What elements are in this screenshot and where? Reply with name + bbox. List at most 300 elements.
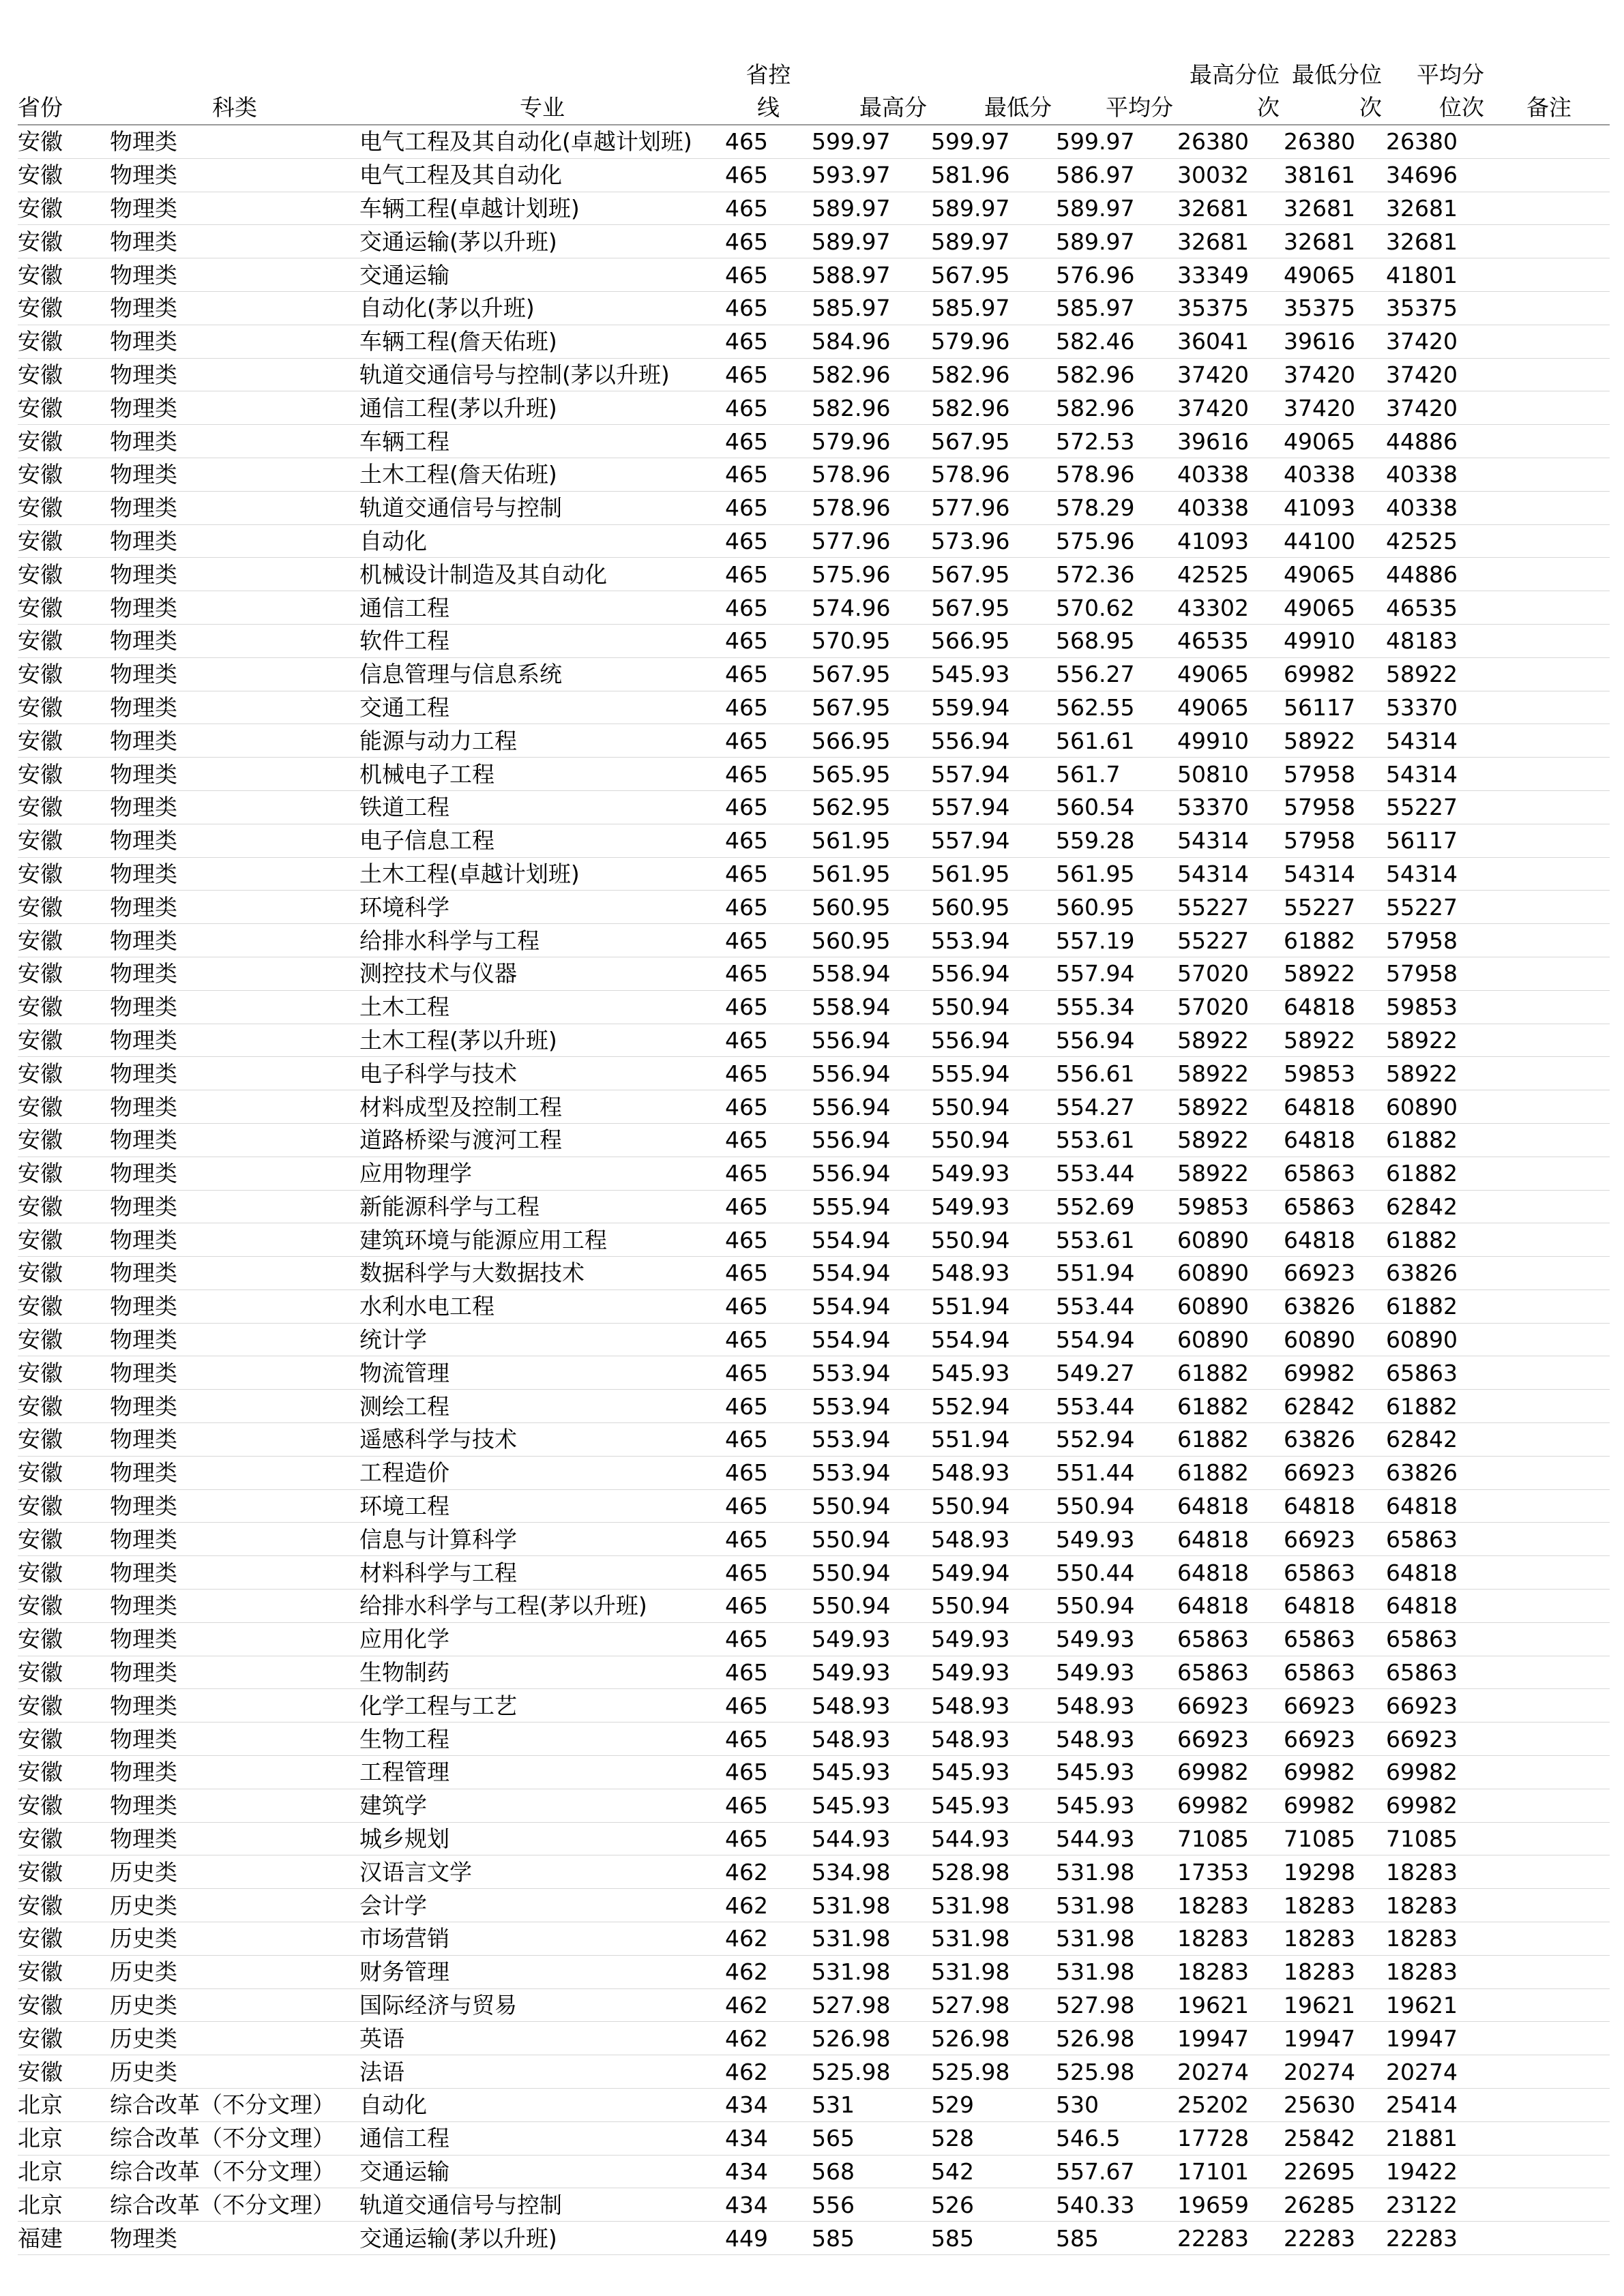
cell-min-rank: 64818 [1284,990,1386,1024]
table-row [18,558,1610,591]
cell-max-rank: 17101 [1177,2155,1284,2188]
table-row [18,1289,1610,1323]
table-row [18,1489,1610,1523]
cell-remark [1488,225,1610,258]
cell-control-line: 465 [725,358,812,391]
table-row [18,924,1610,957]
cell-min-score: 554.94 [931,1323,1056,1356]
cell-avg-score: 556.27 [1056,657,1177,691]
cell-avg-score: 557.67 [1056,2155,1177,2188]
table-row [18,1723,1610,1756]
cell-remark [1488,1723,1610,1756]
cell-avg-score: 531.98 [1056,1855,1177,1889]
cell-category: 物理类 [110,724,359,758]
table-row [18,1789,1610,1822]
cell-max-score: 578.96 [812,458,931,491]
cell-control-line: 465 [725,291,812,325]
cell-major: 土木工程(詹天佑班) [359,458,725,491]
cell-remark [1488,1223,1610,1257]
cell-control-line: 462 [725,2022,812,2055]
cell-category: 物理类 [110,1590,359,1623]
cell-avg-rank: 48183 [1386,624,1488,657]
header-avg-score: 平均分 [1056,57,1177,125]
cell-remark [1488,891,1610,924]
cell-category: 物理类 [110,591,359,625]
cell-avg-score: 562.55 [1056,691,1177,724]
cell-max-rank: 65863 [1177,1622,1284,1656]
cell-province: 安徽 [18,891,110,924]
cell-province: 安徽 [18,2022,110,2055]
cell-min-score: 525.98 [931,2055,1056,2089]
cell-min-rank: 39616 [1284,325,1386,358]
cell-remark [1488,1090,1610,1124]
cell-control-line: 465 [725,591,812,625]
cell-min-rank: 60890 [1284,1323,1386,1356]
cell-min-score: 548.93 [931,1523,1056,1556]
cell-min-rank: 58922 [1284,957,1386,990]
cell-avg-rank: 44886 [1386,558,1488,591]
table-row [18,1822,1610,1855]
cell-province: 安徽 [18,724,110,758]
cell-province: 安徽 [18,291,110,325]
cell-control-line: 465 [725,957,812,990]
cell-min-rank: 59853 [1284,1057,1386,1090]
cell-min-rank: 25630 [1284,2089,1386,2122]
cell-min-rank: 18283 [1284,1955,1386,1988]
cell-max-rank: 55227 [1177,891,1284,924]
table-row [18,1323,1610,1356]
cell-avg-rank: 32681 [1386,225,1488,258]
cell-min-rank: 64818 [1284,1123,1386,1157]
table-row [18,2089,1610,2122]
table-row [18,657,1610,691]
cell-avg-score: 526.98 [1056,2022,1177,2055]
cell-major: 建筑学 [359,1789,725,1822]
cell-category: 物理类 [110,1323,359,1356]
cell-province: 安徽 [18,1855,110,1889]
cell-max-score: 553.94 [812,1423,931,1457]
cell-control-line: 465 [725,1523,812,1556]
cell-avg-rank: 61882 [1386,1123,1488,1157]
cell-max-rank: 65863 [1177,1656,1284,1689]
table-row [18,1988,1610,2022]
cell-min-rank: 65863 [1284,1157,1386,1190]
cell-control-line: 465 [725,990,812,1024]
cell-max-score: 531.98 [812,1889,931,1922]
cell-max-score: 544.93 [812,1822,931,1855]
cell-avg-score: 552.69 [1056,1190,1177,1223]
cell-remark [1488,158,1610,192]
cell-control-line: 465 [725,1190,812,1223]
cell-province: 安徽 [18,258,110,292]
cell-avg-score: 586.97 [1056,158,1177,192]
cell-avg-score: 546.5 [1056,2121,1177,2155]
cell-avg-rank: 64818 [1386,1590,1488,1623]
cell-min-rank: 22283 [1284,2222,1386,2255]
cell-avg-rank: 19947 [1386,2022,1488,2055]
table-row [18,1090,1610,1124]
cell-control-line: 465 [725,1157,812,1190]
cell-province: 安徽 [18,192,110,225]
cell-max-score: 558.94 [812,957,931,990]
cell-max-rank: 37420 [1177,391,1284,425]
cell-min-rank: 57958 [1284,824,1386,857]
cell-category: 物理类 [110,258,359,292]
cell-max-score: 545.93 [812,1789,931,1822]
cell-avg-score: 545.93 [1056,1789,1177,1822]
cell-province: 安徽 [18,1057,110,1090]
cell-min-score: 551.94 [931,1289,1056,1323]
header-avg-rank-text: 平均分 位次 [1417,61,1484,121]
cell-min-score: 526.98 [931,2022,1056,2055]
cell-max-score: 556.94 [812,1157,931,1190]
cell-remark [1488,1889,1610,1922]
cell-remark [1488,1257,1610,1290]
cell-min-rank: 63826 [1284,1289,1386,1323]
cell-max-rank: 57020 [1177,990,1284,1024]
cell-category: 物理类 [110,225,359,258]
cell-province: 安徽 [18,391,110,425]
cell-control-line: 465 [725,1123,812,1157]
cell-remark [1488,291,1610,325]
cell-avg-rank: 37420 [1386,391,1488,425]
cell-min-rank: 26285 [1284,2188,1386,2222]
cell-max-rank: 61882 [1177,1423,1284,1457]
cell-category: 物理类 [110,1689,359,1723]
cell-min-rank: 49065 [1284,591,1386,625]
cell-min-score: 550.94 [931,1489,1056,1523]
cell-min-score: 548.93 [931,1689,1056,1723]
cell-max-rank: 61882 [1177,1390,1284,1423]
cell-major: 电气工程及其自动化 [359,158,725,192]
cell-avg-rank: 18283 [1386,1889,1488,1922]
cell-province: 安徽 [18,1289,110,1323]
cell-category: 物理类 [110,1656,359,1689]
cell-avg-rank: 64818 [1386,1556,1488,1590]
cell-min-rank: 37420 [1284,358,1386,391]
cell-category: 物理类 [110,558,359,591]
cell-max-rank: 49910 [1177,724,1284,758]
cell-major: 电气工程及其自动化(卓越计划班) [359,125,725,158]
cell-avg-score: 557.19 [1056,924,1177,957]
cell-remark [1488,192,1610,225]
header-major: 专业 [359,57,725,125]
table-row [18,891,1610,924]
cell-province: 安徽 [18,1323,110,1356]
cell-remark [1488,1689,1610,1723]
cell-major: 软件工程 [359,624,725,657]
cell-major: 车辆工程(卓越计划班) [359,192,725,225]
table-row [18,1590,1610,1623]
cell-min-rank: 64818 [1284,1223,1386,1257]
cell-remark [1488,1390,1610,1423]
cell-max-rank: 18283 [1177,1922,1284,1956]
cell-max-score: 556 [812,2188,931,2222]
table-row [18,758,1610,791]
cell-max-score: 549.93 [812,1656,931,1689]
cell-province: 安徽 [18,1523,110,1556]
cell-major: 铁道工程 [359,790,725,824]
cell-max-rank: 22283 [1177,2222,1284,2255]
cell-min-rank: 38161 [1284,158,1386,192]
cell-min-rank: 19947 [1284,2022,1386,2055]
cell-max-score: 549.93 [812,1622,931,1656]
cell-min-score: 549.93 [931,1157,1056,1190]
cell-remark [1488,790,1610,824]
cell-control-line: 465 [725,1689,812,1723]
cell-avg-score: 544.93 [1056,1822,1177,1855]
cell-control-line: 462 [725,1855,812,1889]
cell-avg-rank: 61882 [1386,1223,1488,1257]
cell-control-line: 465 [725,1390,812,1423]
cell-control-line: 449 [725,2222,812,2255]
cell-category: 综合改革（不分文理） [110,2121,359,2155]
cell-avg-rank: 37420 [1386,358,1488,391]
cell-min-rank: 57958 [1284,758,1386,791]
cell-control-line: 465 [725,1223,812,1257]
cell-avg-score: 553.61 [1056,1123,1177,1157]
table-row [18,1356,1610,1390]
cell-max-score: 574.96 [812,591,931,625]
cell-category: 物理类 [110,1123,359,1157]
cell-avg-score: 549.93 [1056,1656,1177,1689]
cell-major: 信息与计算科学 [359,1523,725,1556]
cell-min-rank: 65863 [1284,1622,1386,1656]
cell-category: 物理类 [110,1024,359,1057]
cell-major: 给排水科学与工程(茅以升班) [359,1590,725,1623]
cell-max-score: 556.94 [812,1090,931,1124]
cell-remark [1488,524,1610,558]
cell-major: 物流管理 [359,1356,725,1390]
cell-avg-score: 531.98 [1056,1889,1177,1922]
cell-max-rank: 17728 [1177,2121,1284,2155]
cell-control-line: 465 [725,1257,812,1290]
cell-min-rank: 66923 [1284,1456,1386,1489]
cell-max-score: 555.94 [812,1190,931,1223]
cell-control-line: 465 [725,724,812,758]
cell-max-rank: 33349 [1177,258,1284,292]
cell-remark [1488,1289,1610,1323]
cell-avg-score: 561.7 [1056,758,1177,791]
cell-min-rank: 64818 [1284,1590,1386,1623]
cell-min-rank: 57958 [1284,790,1386,824]
cell-category: 物理类 [110,957,359,990]
cell-min-rank: 69982 [1284,1756,1386,1789]
cell-avg-score: 545.93 [1056,1756,1177,1789]
cell-min-score: 545.93 [931,1756,1056,1789]
cell-avg-rank: 66923 [1386,1689,1488,1723]
cell-category: 物理类 [110,1622,359,1656]
cell-min-score: 579.96 [931,325,1056,358]
cell-max-rank: 35375 [1177,291,1284,325]
cell-avg-score: 578.29 [1056,491,1177,524]
cell-remark [1488,1556,1610,1590]
cell-avg-rank: 65863 [1386,1656,1488,1689]
cell-major: 国际经济与贸易 [359,1988,725,2022]
cell-max-score: 550.94 [812,1556,931,1590]
cell-max-score: 531.98 [812,1955,931,1988]
cell-avg-score: 585.97 [1056,291,1177,325]
cell-avg-rank: 71085 [1386,1822,1488,1855]
cell-max-rank: 19621 [1177,1988,1284,2022]
cell-min-score: 552.94 [931,1390,1056,1423]
cell-category: 物理类 [110,1723,359,1756]
cell-max-score: 525.98 [812,2055,931,2089]
header-control-line [725,57,812,125]
cell-avg-score: 582.96 [1056,358,1177,391]
cell-max-rank: 39616 [1177,425,1284,458]
cell-province: 安徽 [18,558,110,591]
cell-avg-rank: 35375 [1386,291,1488,325]
cell-remark [1488,957,1610,990]
cell-province: 安徽 [18,2055,110,2089]
cell-remark [1488,724,1610,758]
cell-remark [1488,1955,1610,1988]
cell-max-rank: 50810 [1177,758,1284,791]
cell-remark [1488,591,1610,625]
cell-max-score: 565 [812,2121,931,2155]
cell-major: 交通工程 [359,691,725,724]
cell-major: 水利水电工程 [359,1289,725,1323]
cell-remark [1488,1855,1610,1889]
cell-category: 物理类 [110,1756,359,1789]
cell-min-score: 548.93 [931,1456,1056,1489]
cell-max-score: 531.98 [812,1922,931,1956]
cell-province: 安徽 [18,1123,110,1157]
cell-min-rank: 26380 [1284,125,1386,158]
cell-max-score: 545.93 [812,1756,931,1789]
cell-control-line: 465 [725,824,812,857]
cell-category: 物理类 [110,325,359,358]
cell-remark [1488,857,1610,891]
cell-major: 土木工程(卓越计划班) [359,857,725,891]
cell-control-line: 462 [725,2055,812,2089]
cell-min-score: 557.94 [931,758,1056,791]
table-row [18,358,1610,391]
cell-avg-rank: 61882 [1386,1390,1488,1423]
cell-major: 数据科学与大数据技术 [359,1257,725,1290]
cell-min-rank: 66923 [1284,1257,1386,1290]
cell-max-rank: 58922 [1177,1024,1284,1057]
cell-max-score: 585 [812,2222,931,2255]
cell-max-score: 589.97 [812,192,931,225]
cell-control-line: 465 [725,1789,812,1822]
cell-control-line: 462 [725,1955,812,1988]
cell-min-score: 549.93 [931,1622,1056,1656]
cell-max-rank: 69982 [1177,1756,1284,1789]
cell-major: 道路桥梁与渡河工程 [359,1123,725,1157]
cell-category: 物理类 [110,358,359,391]
cell-remark [1488,1190,1610,1223]
cell-avg-rank: 19422 [1386,2155,1488,2188]
table-row [18,1656,1610,1689]
cell-category: 物理类 [110,1090,359,1124]
table-row [18,158,1610,192]
cell-category: 综合改革（不分文理） [110,2089,359,2122]
cell-remark [1488,1988,1610,2022]
cell-major: 土木工程 [359,990,725,1024]
cell-major: 环境科学 [359,891,725,924]
cell-avg-rank: 44886 [1386,425,1488,458]
cell-control-line: 465 [725,192,812,225]
cell-max-score: 554.94 [812,1223,931,1257]
cell-control-line: 465 [725,1822,812,1855]
cell-avg-rank: 54314 [1386,724,1488,758]
cell-max-score: 561.95 [812,824,931,857]
table-row [18,1523,1610,1556]
cell-avg-rank: 57958 [1386,957,1488,990]
cell-avg-rank: 62842 [1386,1190,1488,1223]
table-row [18,691,1610,724]
cell-min-score: 545.93 [931,1789,1056,1822]
cell-max-score: 582.96 [812,358,931,391]
cell-min-rank: 49065 [1284,258,1386,292]
cell-avg-score: 556.61 [1056,1057,1177,1090]
cell-min-score: 528.98 [931,1855,1056,1889]
cell-control-line: 465 [725,1323,812,1356]
cell-max-rank: 69982 [1177,1789,1284,1822]
cell-control-line: 465 [725,1489,812,1523]
cell-min-rank: 69982 [1284,1789,1386,1822]
cell-max-rank: 30032 [1177,158,1284,192]
cell-avg-score: 554.27 [1056,1090,1177,1124]
cell-province: 安徽 [18,591,110,625]
cell-max-rank: 18283 [1177,1889,1284,1922]
cell-control-line: 465 [725,391,812,425]
cell-min-score: 556.94 [931,957,1056,990]
cell-avg-rank: 57958 [1386,924,1488,957]
cell-min-rank: 69982 [1284,657,1386,691]
cell-remark [1488,1622,1610,1656]
cell-province: 安徽 [18,325,110,358]
cell-avg-rank: 62842 [1386,1423,1488,1457]
cell-min-rank: 69982 [1284,1356,1386,1390]
cell-major: 生物工程 [359,1723,725,1756]
cell-province: 安徽 [18,758,110,791]
cell-avg-score: 582.96 [1056,391,1177,425]
cell-max-score: 562.95 [812,790,931,824]
cell-max-rank: 66923 [1177,1723,1284,1756]
cell-min-score: 549.93 [931,1656,1056,1689]
cell-max-score: 526.98 [812,2022,931,2055]
cell-province: 安徽 [18,1756,110,1789]
cell-major: 车辆工程(詹天佑班) [359,325,725,358]
cell-control-line: 465 [725,524,812,558]
cell-category: 物理类 [110,425,359,458]
cell-control-line: 465 [725,1556,812,1590]
cell-min-score: 549.94 [931,1556,1056,1590]
cell-max-rank: 37420 [1177,358,1284,391]
cell-avg-rank: 63826 [1386,1257,1488,1290]
cell-avg-score: 553.44 [1056,1289,1177,1323]
table-row [18,2188,1610,2222]
cell-remark [1488,558,1610,591]
cell-avg-rank: 25414 [1386,2089,1488,2122]
cell-min-score: 542 [931,2155,1056,2188]
cell-major: 轨道交通信号与控制 [359,2188,725,2222]
cell-major: 机械电子工程 [359,758,725,791]
cell-control-line: 465 [725,258,812,292]
cell-avg-rank: 18283 [1386,1955,1488,1988]
cell-max-score: 567.95 [812,657,931,691]
cell-avg-rank: 54314 [1386,758,1488,791]
admission-score-table [18,57,1610,2255]
table-row [18,990,1610,1024]
table-row [18,225,1610,258]
header-max-rank-text: 最高分位 次 [1190,61,1280,121]
table-row [18,192,1610,225]
cell-province: 安徽 [18,824,110,857]
